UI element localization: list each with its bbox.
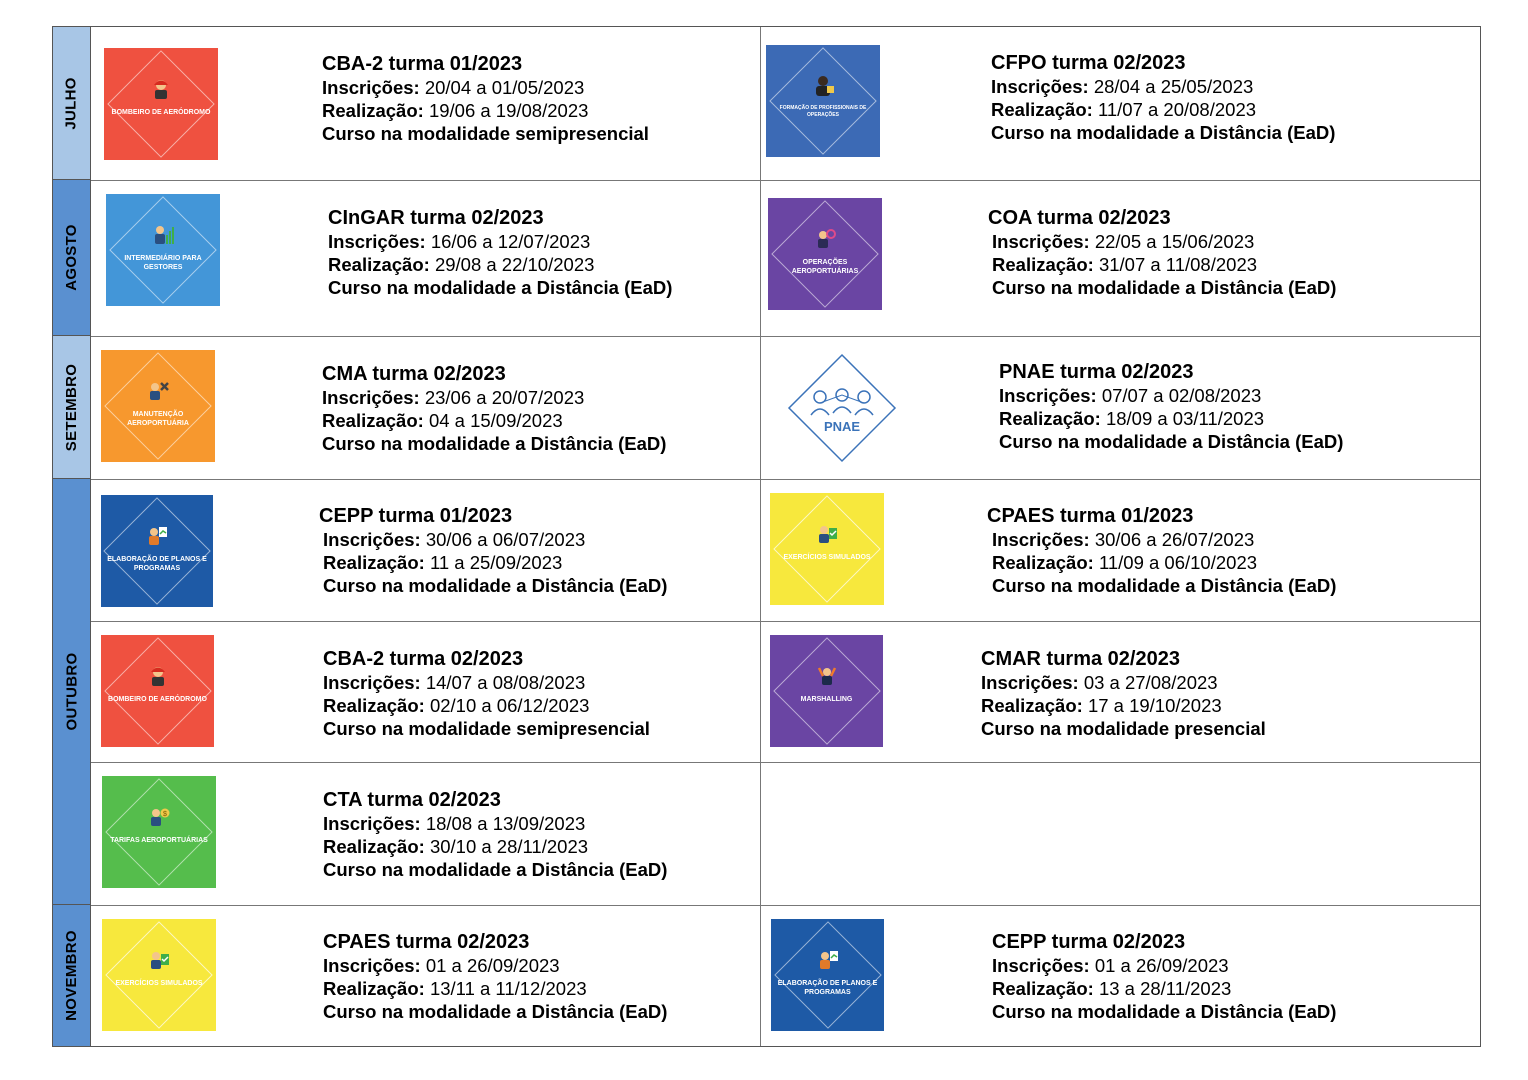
course-icon-label: ELABORAÇÃO DE PLANOS E PROGRAMAS bbox=[107, 556, 207, 573]
realizacao-label: Realização: bbox=[328, 254, 430, 275]
course-cepp2 bbox=[992, 930, 1336, 1023]
course-icon-cpaes2 bbox=[102, 919, 216, 1031]
course-icon-label: EXERCÍCIOS SIMULADOS bbox=[783, 554, 871, 562]
realizacao-dates: 13/11 a 11/12/2023 bbox=[429, 978, 587, 999]
planning-icon bbox=[146, 524, 168, 546]
course-title: CEPP turma 02/2023 bbox=[992, 931, 1186, 953]
firefighter-icon bbox=[147, 664, 169, 686]
inscricoes-label: Inscrições: bbox=[328, 231, 426, 252]
course-icon-cpaes1 bbox=[770, 493, 884, 605]
inscricoes-label: Inscrições: bbox=[992, 231, 1090, 252]
course-icon-cba2 bbox=[101, 635, 214, 747]
course-icon-label: INTERMEDIÁRIO PARA GESTORES bbox=[124, 255, 202, 272]
inscricoes-label: Inscrições: bbox=[322, 77, 420, 98]
realizacao-dates: 04 a 15/09/2023 bbox=[428, 410, 563, 431]
realizacao-label: Realização: bbox=[323, 695, 425, 716]
course-cpaes2 bbox=[323, 930, 667, 1023]
inscricoes-label: Inscrições: bbox=[323, 813, 421, 834]
firefighter-icon bbox=[150, 77, 172, 99]
inscricoes-label: Inscrições: bbox=[323, 672, 421, 693]
realizacao-dates: 30/10 a 28/11/2023 bbox=[429, 836, 589, 857]
realizacao-dates: 29/08 a 22/10/2023 bbox=[434, 254, 595, 275]
inscricoes-label: Inscrições: bbox=[323, 529, 421, 550]
course-cepp1 bbox=[319, 504, 667, 597]
operator-icon bbox=[812, 74, 834, 96]
course-modality: Curso na modalidade a Distância (EaD) bbox=[328, 277, 673, 298]
planning-icon bbox=[817, 948, 839, 970]
realizacao-label: Realização: bbox=[323, 836, 425, 857]
course-title: PNAE turma 02/2023 bbox=[999, 361, 1194, 383]
course-title: CInGAR turma 02/2023 bbox=[328, 207, 544, 229]
course-cba2 bbox=[323, 647, 650, 740]
course-modality: Curso na modalidade a Distância (EaD) bbox=[992, 575, 1337, 596]
realizacao-dates: 18/09 a 03/11/2023 bbox=[1105, 408, 1265, 429]
realizacao-dates: 11/07 a 20/08/2023 bbox=[1097, 99, 1257, 120]
inscricoes-dates: 03 a 27/08/2023 bbox=[1083, 672, 1218, 693]
course-icon-coa bbox=[768, 198, 882, 310]
course-title: CPAES turma 01/2023 bbox=[987, 505, 1194, 527]
realizacao-dates: 13 a 28/11/2023 bbox=[1098, 978, 1232, 999]
month-label: NOVEMBRO bbox=[63, 930, 80, 1021]
exercise-icon bbox=[148, 948, 170, 970]
realizacao-dates: 31/07 a 11/08/2023 bbox=[1098, 254, 1258, 275]
inscricoes-dates: 16/06 a 12/07/2023 bbox=[430, 231, 591, 252]
course-title: COA turma 02/2023 bbox=[988, 207, 1171, 229]
realizacao-label: Realização: bbox=[992, 978, 1094, 999]
realizacao-label: Realização: bbox=[981, 695, 1083, 716]
inscricoes-label: Inscrições: bbox=[999, 385, 1097, 406]
course-icon-cfpo bbox=[766, 45, 880, 157]
course-icon-cma bbox=[101, 350, 215, 462]
realizacao-label: Realização: bbox=[323, 978, 425, 999]
course-icon-label: MARSHALLING bbox=[800, 696, 853, 704]
course-title: CBA-2 turma 01/2023 bbox=[322, 53, 523, 75]
month-label: OUTUBRO bbox=[63, 652, 80, 731]
inscricoes-dates: 22/05 a 15/06/2023 bbox=[1094, 231, 1255, 252]
realizacao-label: Realização: bbox=[322, 100, 424, 121]
course-title: CFPO turma 02/2023 bbox=[991, 52, 1186, 74]
course-icon-label: FORMAÇÃO DE PROFISSIONAIS DE OPERAÇÕES bbox=[779, 105, 867, 119]
course-modality: Curso na modalidade a Distância (EaD) bbox=[992, 277, 1337, 298]
realizacao-dates: 11 a 25/09/2023 bbox=[429, 552, 563, 573]
course-icon-cingar bbox=[106, 194, 220, 306]
realizacao-dates: 11/09 a 06/10/2023 bbox=[1098, 552, 1258, 573]
pnae-logo-icon bbox=[787, 353, 897, 463]
inscricoes-dates: 28/04 a 25/05/2023 bbox=[1093, 76, 1254, 97]
inscricoes-dates: 30/06 a 26/07/2023 bbox=[1094, 529, 1255, 550]
inscricoes-dates: 18/08 a 13/09/2023 bbox=[425, 813, 586, 834]
manager-icon bbox=[152, 223, 174, 245]
inscricoes-label: Inscrições: bbox=[322, 387, 420, 408]
month-outubro bbox=[53, 479, 91, 905]
course-icon-cepp1 bbox=[101, 495, 213, 607]
month-label: JULHO bbox=[63, 76, 80, 130]
course-title: CMA turma 02/2023 bbox=[322, 363, 506, 385]
course-cingar bbox=[328, 206, 672, 299]
realizacao-label: Realização: bbox=[999, 408, 1101, 429]
course-modality: Curso na modalidade presencial bbox=[981, 718, 1266, 739]
course-cma bbox=[322, 362, 666, 455]
course-modality: Curso na modalidade a Distância (EaD) bbox=[322, 433, 667, 454]
inscricoes-dates: 01 a 26/09/2023 bbox=[1094, 955, 1229, 976]
course-title: CPAES turma 02/2023 bbox=[323, 931, 530, 953]
course-cfpo bbox=[991, 51, 1335, 144]
course-modality: Curso na modalidade semipresencial bbox=[322, 123, 649, 144]
course-modality: Curso na modalidade semipresencial bbox=[323, 718, 650, 739]
realizacao-label: Realização: bbox=[991, 99, 1093, 120]
pnae-logo-text: PNAE bbox=[823, 419, 861, 434]
realizacao-dates: 02/10 a 06/12/2023 bbox=[429, 695, 590, 716]
realizacao-label: Realização: bbox=[323, 552, 425, 573]
svg-text:$: $ bbox=[163, 811, 167, 819]
course-modality: Curso na modalidade a Distância (EaD) bbox=[323, 859, 668, 880]
course-cpaes1 bbox=[987, 504, 1336, 597]
inscricoes-dates: 14/07 a 08/08/2023 bbox=[425, 672, 586, 693]
course-cmar bbox=[981, 647, 1266, 740]
tariffs-icon bbox=[148, 805, 170, 827]
month-label: AGOSTO bbox=[63, 224, 81, 291]
inscricoes-label: Inscrições: bbox=[323, 955, 421, 976]
course-cta bbox=[323, 788, 667, 881]
month-label: SETEMBRO bbox=[63, 363, 80, 451]
course-icon-pnae bbox=[787, 353, 897, 463]
course-icon-cepp2 bbox=[771, 919, 884, 1031]
marshalling-icon bbox=[816, 664, 838, 686]
course-icon-label: EXERCÍCIOS SIMULADOS bbox=[115, 980, 203, 988]
course-icon-label: BOMBEIRO DE AERÓDROMO bbox=[108, 696, 207, 704]
inscricoes-dates: 01 a 26/09/2023 bbox=[425, 955, 560, 976]
inscricoes-dates: 07/07 a 02/08/2023 bbox=[1101, 385, 1262, 406]
realizacao-label: Realização: bbox=[992, 254, 1094, 275]
course-icon-cmar bbox=[770, 635, 883, 747]
course-title: CTA turma 02/2023 bbox=[323, 789, 501, 811]
course-icon-label: MANUTENÇÃO AEROPORTUÁRIA bbox=[127, 411, 189, 428]
month-novembro bbox=[53, 905, 91, 1046]
course-modality: Curso na modalidade a Distância (EaD) bbox=[991, 122, 1336, 143]
month-agosto bbox=[53, 180, 91, 336]
inscricoes-label: Inscrições: bbox=[991, 76, 1089, 97]
month-julho bbox=[53, 27, 91, 180]
course-coa bbox=[988, 206, 1336, 299]
course-modality: Curso na modalidade a Distância (EaD) bbox=[323, 1001, 668, 1022]
inscricoes-dates: 23/06 a 20/07/2023 bbox=[424, 387, 585, 408]
course-title: CBA-2 turma 02/2023 bbox=[323, 648, 524, 670]
course-modality: Curso na modalidade a Distância (EaD) bbox=[323, 575, 668, 596]
inscricoes-label: Inscrições: bbox=[992, 529, 1090, 550]
course-icon-label: BOMBEIRO DE AERÓDROMO bbox=[111, 109, 211, 117]
realizacao-dates: 19/06 a 19/08/2023 bbox=[428, 100, 589, 121]
course-cba1 bbox=[322, 52, 649, 145]
course-title: CEPP turma 01/2023 bbox=[319, 505, 513, 527]
realizacao-label: Realização: bbox=[992, 552, 1094, 573]
month-setembro bbox=[53, 336, 91, 479]
course-modality: Curso na modalidade a Distância (EaD) bbox=[999, 431, 1344, 452]
course-title: CMAR turma 02/2023 bbox=[981, 648, 1180, 670]
course-icon-label: TARIFAS AEROPORTUÁRIAS bbox=[110, 837, 208, 845]
course-icon-label: OPERAÇÕES AEROPORTUÁRIAS bbox=[791, 259, 859, 276]
inscricoes-dates: 20/04 a 01/05/2023 bbox=[424, 77, 585, 98]
course-icon-label: ELABORAÇÃO DE PLANOS E PROGRAMAS bbox=[777, 980, 878, 997]
maintenance-icon bbox=[147, 379, 169, 401]
exercise-icon bbox=[816, 522, 838, 544]
realizacao-dates: 17 a 19/10/2023 bbox=[1087, 695, 1222, 716]
course-pnae bbox=[999, 360, 1343, 453]
course-icon-cba1 bbox=[104, 48, 218, 160]
inscricoes-label: Inscrições: bbox=[992, 955, 1090, 976]
operations-icon bbox=[814, 227, 836, 249]
inscricoes-dates: 30/06 a 06/07/2023 bbox=[425, 529, 586, 550]
inscricoes-label: Inscrições: bbox=[981, 672, 1079, 693]
course-modality: Curso na modalidade a Distância (EaD) bbox=[992, 1001, 1337, 1022]
course-icon-cta bbox=[102, 776, 216, 888]
realizacao-label: Realização: bbox=[322, 410, 424, 431]
